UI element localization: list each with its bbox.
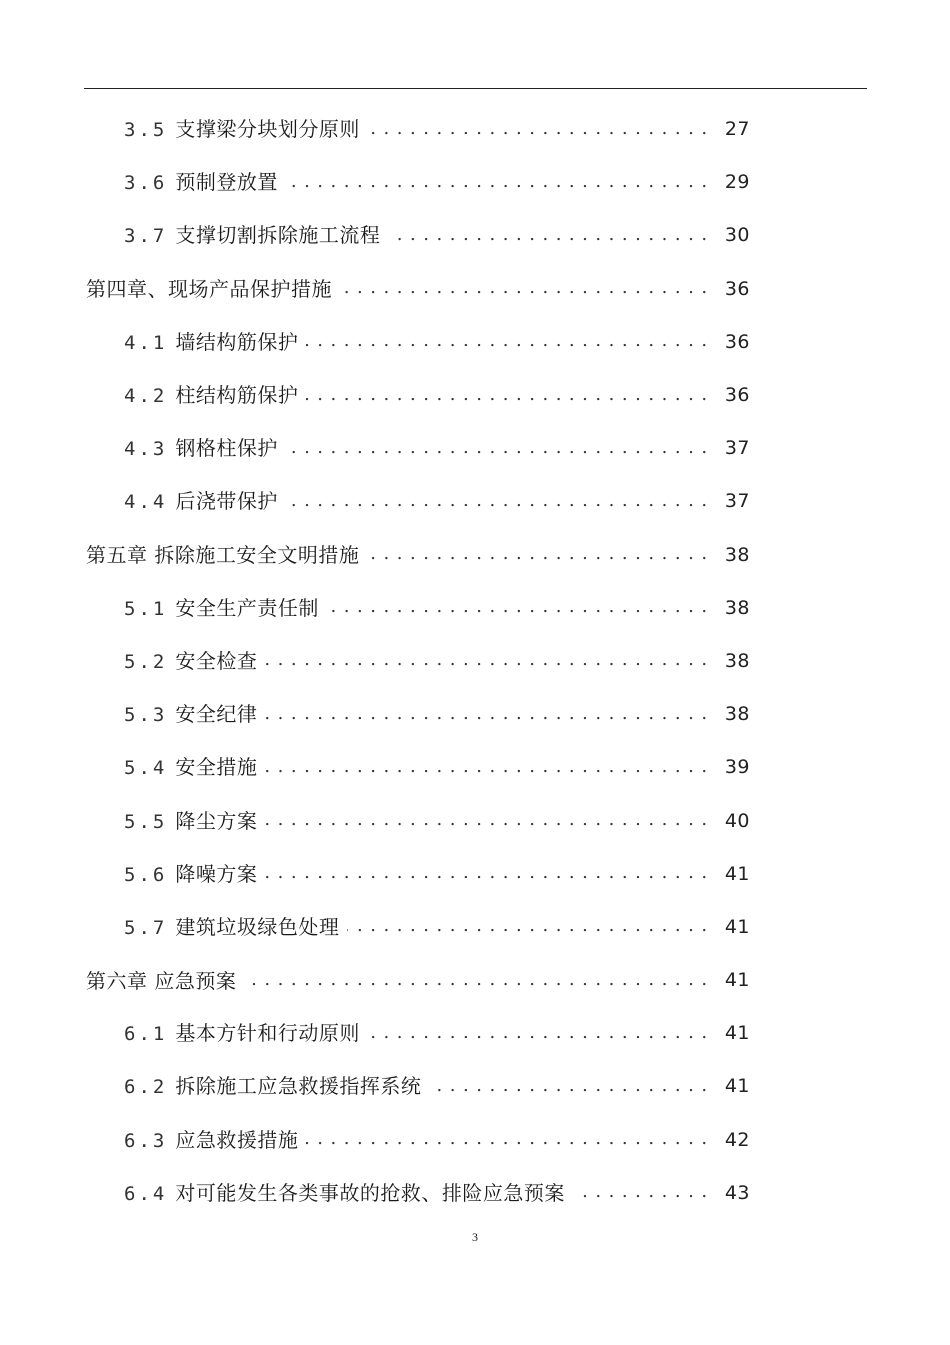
toc-section-entry[interactable]: [0, 1060, 950, 1113]
toc-entry-label: [124, 385, 298, 406]
toc-dot-leader: [388, 226, 708, 246]
toc-section-entry[interactable]: [0, 848, 950, 901]
toc-entry-title: 安全措施: [175, 755, 258, 780]
toc-entry-page: 30: [724, 224, 750, 247]
toc-entry-title: 基本方针和行动原则: [175, 1021, 360, 1046]
toc-section-entry[interactable]: [0, 794, 950, 847]
toc-entry-number: 4.1: [124, 331, 168, 354]
toc-entry-number: 3.5: [124, 119, 168, 142]
toc-entry-number: 5.1: [124, 597, 168, 620]
toc-entry-number: 5.2: [124, 650, 168, 673]
toc-entry-label: [124, 119, 360, 140]
toc-entry-title: 拆除施工应急救援指挥系统: [175, 1074, 422, 1099]
toc-entry-label: [124, 914, 340, 939]
toc-entry-title: 第六章 应急预案: [86, 968, 237, 993]
toc-entry-page: 37: [724, 490, 750, 513]
toc-section-entry[interactable]: [0, 1007, 950, 1060]
toc-entry-title: 钢格柱保护: [175, 436, 278, 461]
toc-entry-label: [124, 757, 257, 778]
toc-entry-number: 5.5: [124, 810, 168, 833]
toc-section-entry[interactable]: [0, 635, 950, 688]
toc-section-entry[interactable]: [0, 422, 950, 475]
toc-entry-title: 第四章、现场产品保护措施: [86, 277, 332, 302]
toc-section-entry[interactable]: [0, 103, 950, 156]
toc-entry-title: 应急救援措施: [175, 1127, 299, 1152]
toc-entry-number: 6.2: [124, 1076, 168, 1099]
toc-entry-page: 41: [724, 862, 750, 885]
toc-entry-title: 安全生产责任制: [175, 595, 319, 620]
toc-dot-leader: [244, 971, 708, 991]
toc-entry-page: 41: [724, 915, 750, 938]
toc-dot-leader: [286, 173, 708, 193]
toc-entry-title: 降噪方案: [175, 861, 258, 886]
toc-entry-label: [124, 1180, 565, 1205]
toc-entry-label: [124, 172, 278, 193]
toc-entry-page: 39: [724, 756, 750, 779]
toc-dot-leader: [367, 545, 708, 565]
toc-dot-leader: [265, 758, 708, 778]
toc-entry-page: 36: [724, 330, 750, 353]
page-number: 3: [472, 1230, 478, 1244]
toc-section-entry[interactable]: [0, 369, 950, 422]
toc-chapter-entry[interactable]: [0, 954, 950, 1007]
toc-dot-leader: [265, 864, 708, 884]
toc-dot-leader: [368, 120, 708, 140]
toc-entry-title: 降尘方案: [175, 808, 258, 833]
toc-entry-title: 安全纪律: [175, 702, 258, 727]
toc-dot-leader: [265, 705, 708, 725]
toc-entry-page: 37: [724, 437, 750, 460]
toc-entry-title: 对可能发生各类事故的抢救、排险应急预案: [175, 1180, 565, 1205]
toc-entry-number: 5.4: [124, 757, 168, 780]
toc-section-entry[interactable]: [0, 475, 950, 528]
toc-entry-page: 36: [724, 384, 750, 407]
toc-entry-label: [86, 543, 360, 568]
toc-section-entry[interactable]: [0, 688, 950, 741]
toc-entry-label: [86, 968, 237, 993]
toc-dot-leader: [573, 1183, 708, 1203]
header-rule: [84, 88, 867, 89]
toc-entry-page: 42: [724, 1128, 750, 1151]
toc-entry-number: 3.6: [124, 172, 168, 195]
toc-entry-number: 4.3: [124, 438, 168, 461]
toc-entry-title: 第五章 拆除施工安全文明措施: [86, 543, 360, 568]
toc-section-entry[interactable]: [0, 582, 950, 635]
toc-section-entry[interactable]: [0, 901, 950, 954]
table-of-contents: [0, 103, 950, 1220]
toc-dot-leader: [429, 1077, 708, 1097]
toc-entry-label: [124, 808, 258, 833]
toc-entry-label: [124, 648, 258, 673]
toc-section-entry[interactable]: [0, 741, 950, 794]
toc-entry-label: [124, 329, 299, 354]
toc-dot-leader: [265, 651, 708, 671]
toc-entry-title: 柱结构筋保护: [175, 383, 299, 408]
toc-dot-leader: [286, 492, 708, 512]
toc-section-entry[interactable]: [0, 1114, 950, 1167]
toc-entry-label: [86, 277, 332, 302]
toc-section-entry[interactable]: [0, 316, 950, 369]
toc-dot-leader: [306, 332, 708, 352]
toc-dot-leader: [306, 1130, 708, 1150]
toc-entry-number: 5.3: [124, 704, 168, 727]
toc-entry-number: 4.2: [124, 385, 168, 408]
toc-entry-title: 支撑梁分块划分原则: [175, 117, 360, 142]
toc-entry-page: 41: [724, 1075, 750, 1098]
toc-entry-label: [124, 491, 278, 512]
toc-chapter-entry[interactable]: [0, 263, 950, 316]
toc-entry-label: [124, 438, 278, 459]
toc-entry-title: 预制登放置: [175, 170, 278, 195]
toc-entry-page: 43: [724, 1181, 750, 1204]
toc-dot-leader: [347, 917, 708, 937]
toc-entry-title: 支撑切割拆除施工流程: [175, 223, 381, 248]
toc-entry-label: [124, 1076, 421, 1097]
toc-dot-leader: [340, 279, 708, 299]
toc-entry-page: 27: [724, 118, 750, 141]
toc-dot-leader: [286, 439, 708, 459]
toc-entry-page: 38: [724, 649, 750, 672]
toc-entry-number: 6.1: [124, 1023, 168, 1046]
toc-entry-title: 安全检查: [175, 648, 258, 673]
toc-entry-number: 6.3: [124, 1129, 168, 1152]
toc-entry-title: 后浇带保护: [175, 489, 278, 514]
toc-entry-label: [124, 1023, 360, 1044]
toc-section-entry[interactable]: [0, 156, 950, 209]
toc-section-entry[interactable]: [0, 1167, 950, 1220]
toc-entry-number: 5.6: [124, 863, 168, 886]
toc-entry-title: 建筑垃圾绿色处理: [175, 914, 340, 939]
toc-entry-page: 38: [724, 596, 750, 619]
toc-dot-leader: [368, 1024, 708, 1044]
toc-entry-page: 41: [724, 1022, 750, 1045]
toc-section-entry[interactable]: [0, 209, 950, 262]
toc-entry-label: [124, 1127, 299, 1152]
toc-entry-number: 3.7: [124, 225, 168, 248]
toc-chapter-entry[interactable]: [0, 529, 950, 582]
toc-entry-page: 38: [724, 703, 750, 726]
toc-entry-page: 36: [724, 277, 750, 300]
toc-dot-leader: [306, 386, 708, 406]
toc-entry-page: 40: [724, 809, 750, 832]
toc-entry-number: 6.4: [124, 1182, 168, 1205]
toc-entry-label: [124, 595, 319, 620]
toc-entry-title: 墙结构筋保护: [175, 329, 299, 354]
toc-dot-leader: [265, 811, 708, 831]
toc-entry-label: [124, 704, 257, 725]
toc-entry-number: 5.7: [124, 916, 168, 939]
toc-entry-page: 29: [724, 171, 750, 194]
toc-entry-page: 38: [724, 543, 750, 566]
toc-entry-label: [124, 225, 380, 246]
toc-entry-number: 4.4: [124, 491, 168, 514]
toc-dot-leader: [327, 598, 708, 618]
toc-entry-label: [124, 861, 258, 886]
toc-entry-page: 41: [724, 969, 750, 992]
